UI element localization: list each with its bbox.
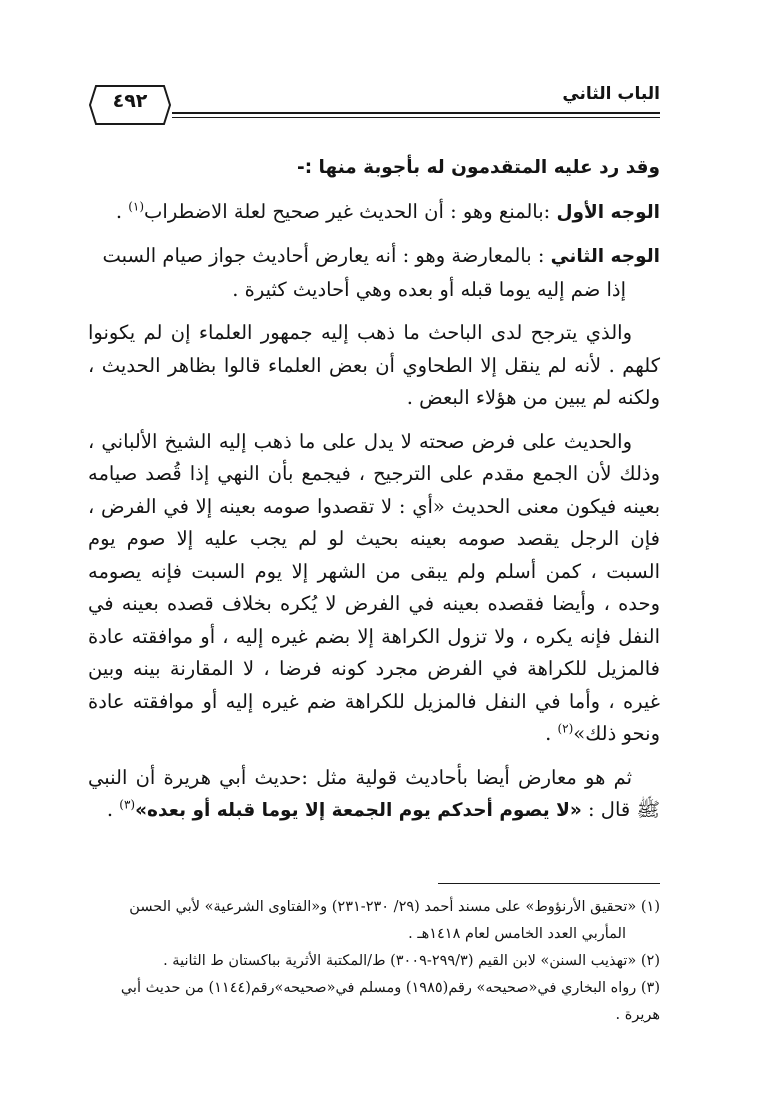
footnote-ref-2: (٢) xyxy=(557,721,574,736)
second-face-continuation: إذا ضم إليه يوما قبله أو بعده وهي أحاديث كثيرة . xyxy=(232,277,626,301)
first-face-paragraph xyxy=(88,196,660,230)
footnote-1-number: (١) xyxy=(640,899,660,915)
first-face-label: الوجه الأول xyxy=(556,201,660,223)
footnote-3-line1: رواه البخاري في«صحيحه» رقم(١٩٨٥) ومسلم في«صحيحه»رقم(١١٤٤) من حديث أبي هريرة . xyxy=(120,980,660,1023)
page-number: ٤٩٢ xyxy=(112,90,148,112)
page-number-badge xyxy=(88,84,172,126)
footnote-ref-3: (٣) xyxy=(119,797,136,812)
preferred-opinion-paragraph: والذي يترجح لدى الباحث ما ذهب إليه جمهور العلماء إن لم يكونوا كلهم . لأنه لم ينقل إلا الطحاوي أن بعض العلماء قالوا بظاهر الحديث ، ولكنه لم يبين من هؤلاء البعض . xyxy=(88,321,660,409)
footnote-2-line1: «تهذيب السنن» لابن القيم (٢٩٩/٣-٣٠٠٩) ط/المكتبة الأثرية بباكستان ط الثانية . xyxy=(163,953,637,969)
first-face-end: . xyxy=(115,199,129,223)
header-rule-thin xyxy=(172,117,660,118)
footnote-1-line1: «تحقيق الأرنؤوط» على مسند أحمد (٢٩/ ٢٣٠-٢٣١) و«الفتاوى الشرعية» لأبي الحسن xyxy=(129,899,637,915)
hadith-intro: ثم هو معارض أيضا بأحاديث قولية مثل :حديث أبي هريرة أن النبي ﷺ قال : xyxy=(88,765,660,821)
reconciliation-paragraph xyxy=(88,426,660,751)
footnotes xyxy=(88,894,660,1029)
first-face-text: :بالمنع وهو : أن الحديث غير صحيح لعلة الاضطراب xyxy=(144,199,551,223)
footnote-ref-1: (١) xyxy=(128,199,145,213)
intro-line: وقد رد عليه المتقدمون له بأجوبة منها :- xyxy=(297,157,660,178)
hadith-quote: «لا يصوم أحدكم يوم الجمعة إلا يوما قبله أو بعده» xyxy=(135,800,582,821)
footnote-3 xyxy=(88,975,660,1029)
footnote-separator xyxy=(438,883,660,884)
header-rule xyxy=(172,112,660,114)
chapter-title: الباب الثاني xyxy=(562,84,660,104)
hadith-end: . xyxy=(106,798,120,821)
hadith-paragraph xyxy=(88,762,660,828)
main-text xyxy=(88,152,660,828)
footnote-1 xyxy=(88,894,660,921)
footnote-2 xyxy=(88,948,660,975)
second-face-paragraph xyxy=(88,240,660,274)
second-face-line1: : بالمعارضة وهو : أنه يعارض أحاديث جواز صيام السبت xyxy=(102,244,545,267)
footnote-3-number: (٣) xyxy=(640,980,660,996)
reconciliation-end: . xyxy=(545,722,558,745)
footnote-2-number: (٢) xyxy=(640,953,660,969)
second-face-label: الوجه الثاني xyxy=(550,246,660,267)
footnote-1-continuation: المأربي العدد الخامس لعام ١٤١٨هـ . xyxy=(408,926,626,942)
reconciliation-text: والحديث على فرض صحته لا يدل على ما ذهب إليه الشيخ الألباني ، وذلك لأن الجمع مقدم على الترجيح ، فيجمع بأن النهي إذا قُصد صيامه بعينه فيكون معنى الحديث «أي : لا تقصدوا صومه بعينه إلا في الفرض ، فإن الرجل يقصد صومه بعينه بحيث لو لم يجب عليه إلا صوم يوم السبت ، كمن أسلم ولم يبقى من الشهر إلا يوم السبت فإنه يصومه وحده ، وأيضا فقصده بعينه في الفرض لا يُكره بخلاف قصده بعينه في النفل فإنه يكره ، ولا تزول الكراهة إلا بضم غيره إليه ، أو موافقته عادة فالمزيل للكراهة في الفرض مجرد كونه فرضا ، لا المقارنة بينه وبين غيره ، وأما في النفل فالمزيل للكراهة ضم غيره إليه أو موافقته عادة ونحو ذلك» xyxy=(88,429,660,745)
page-header xyxy=(88,84,660,130)
